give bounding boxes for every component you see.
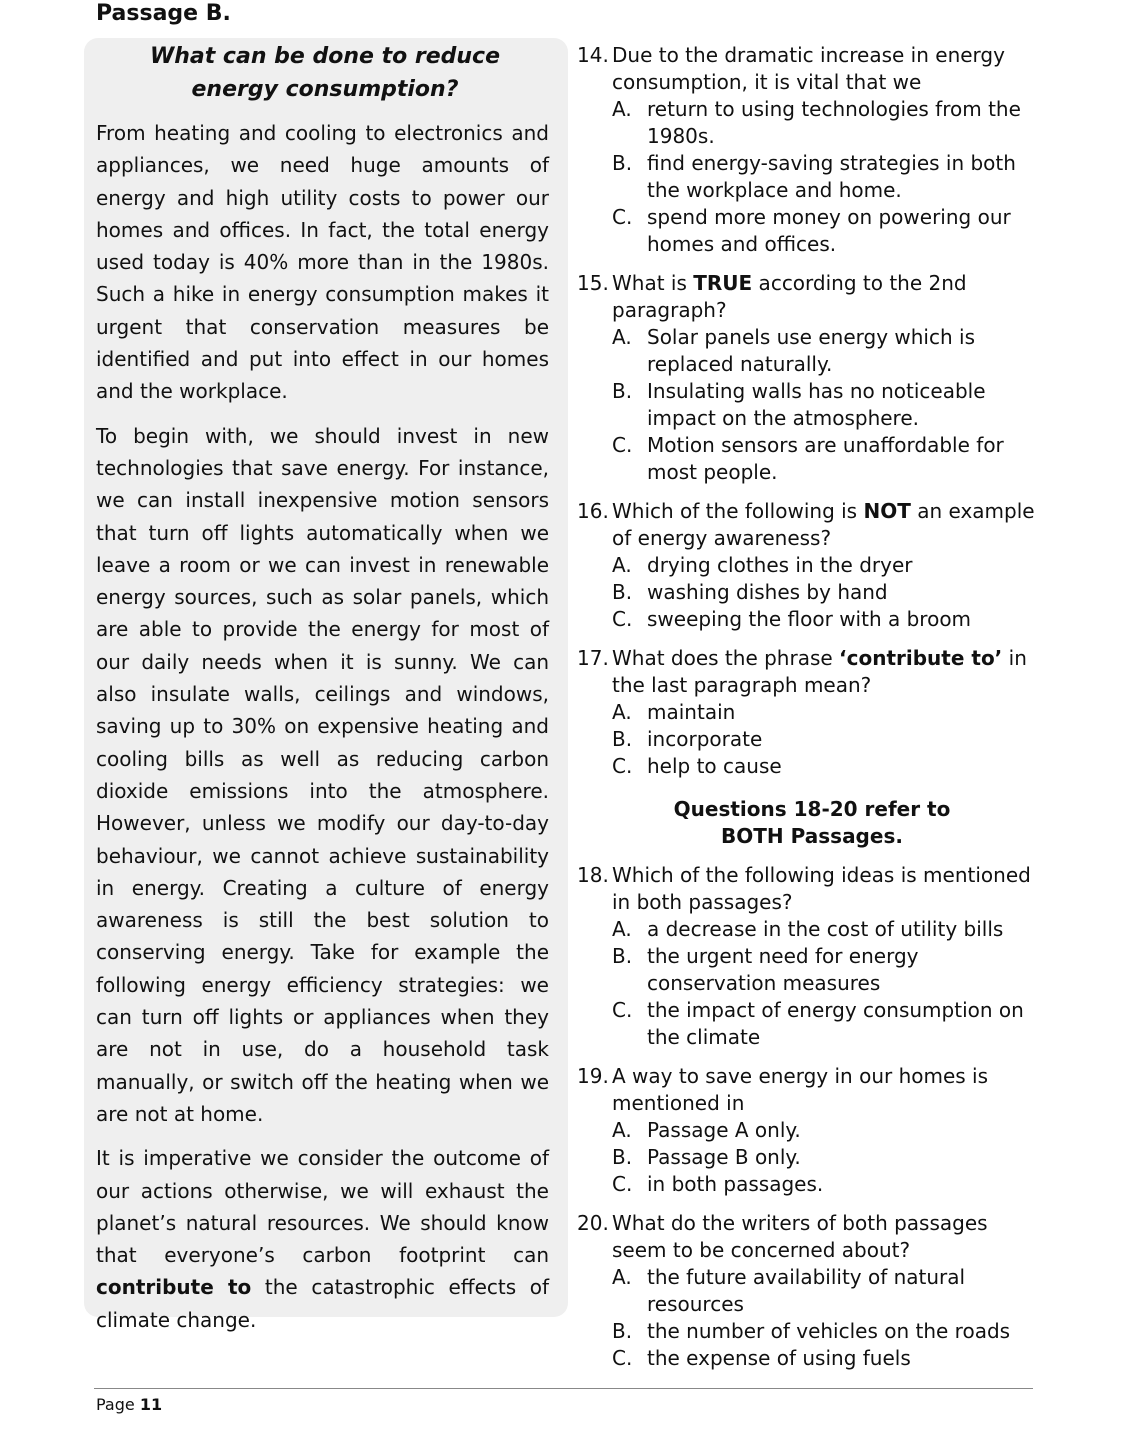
question-stem: What is TRUE according to the 2nd paragraph?: [612, 271, 967, 322]
section-heading-line-2: BOTH Passages.: [721, 824, 903, 848]
option-text: Passage A only.: [647, 1118, 801, 1142]
question-number: 17.: [577, 646, 609, 670]
passage-paragraph-2: To begin with, we should invest in new technologies that save energy. For instance, we can install inexpensive motion sensors that turn off lights automatically when we leave a room or we can invest in renewable energy sources, such as solar panels, which are able to provide the energy for most of our daily needs when it is sunny. We can also insulate walls, ceilings and windows, saving up to 30% on expensive heating and cooling bills as well as reducing carbon dioxide emissions into the atmosphere. However, unless we modify our day-to-day behaviour, we cannot achieve sustainability in energy. Creating a culture of energy awareness is still the best solution to conserving energy. Take for example the following energy efficiency strategies: we can turn off lights or appliances when they are not in use, do a household task manually, or switch off the heating when we are not at home.: [96, 423, 549, 1126]
answer-option: [612, 726, 1037, 753]
answer-option: [612, 378, 1037, 432]
option-letter: A.: [612, 1265, 632, 1289]
section-heading-line-1: Questions 18-20 refer to: [673, 797, 951, 821]
option-text: incorporate: [647, 727, 763, 751]
option-text: Motion sensors are unaffordable for most people.: [647, 433, 1004, 484]
question-number: 14.: [577, 43, 609, 67]
answer-option: [612, 997, 1037, 1051]
answer-option: [612, 432, 1037, 486]
page-label: Page: [96, 1395, 135, 1414]
option-letter: A.: [612, 917, 632, 941]
answer-option: [612, 916, 1037, 943]
passage-label: Passage B.: [96, 1, 231, 26]
option-letter: C.: [612, 998, 633, 1022]
option-letter: B.: [612, 1319, 633, 1343]
answer-option: [612, 150, 1037, 204]
option-letter: B.: [612, 944, 633, 968]
option-text: help to cause: [647, 754, 782, 778]
questions-column: [577, 42, 1037, 1384]
option-letter: B.: [612, 580, 633, 604]
option-text: find energy-saving strategies in both the workplace and home.: [647, 151, 1016, 202]
option-text: Solar panels use energy which is replaced naturally.: [647, 325, 975, 376]
option-text: spend more money on powering our homes and offices.: [647, 205, 1011, 256]
question-number: 20.: [577, 1211, 609, 1235]
answer-option: [612, 1144, 1037, 1171]
option-text: sweeping the floor with a broom: [647, 607, 972, 631]
option-text: a decrease in the cost of utility bills: [647, 917, 1004, 941]
option-letter: C.: [612, 754, 633, 778]
question-14: [577, 42, 1037, 258]
page-number: 11: [139, 1395, 163, 1414]
paragraph-3-text: It is imperative we consider the outcome of our actions otherwise, we will exhaust the planet’s natural resources. We should know that everyone’s carbon footprint can: [96, 1146, 549, 1268]
question-stem: Due to the dramatic increase in energy consumption, it is vital that we: [612, 43, 1005, 94]
footer-divider: [94, 1388, 1033, 1389]
question-17: [577, 645, 1037, 780]
passage-paragraph-1: From heating and cooling to electronics and appliances, we need huge amounts of energy and high utility costs to power our homes and offices. In fact, the total energy used today is 40% more than in the 1980s. Such a hike in energy consumption makes it urgent that conservation measures be identified and put into effect in our homes and the workplace.: [96, 121, 549, 404]
question-stem: Which of the following is NOT an example of energy awareness?: [612, 499, 1035, 550]
answer-option: [612, 1318, 1037, 1345]
option-text: the urgent need for energy conservation measures: [647, 944, 919, 995]
answer-option: [612, 753, 1037, 780]
option-text: drying clothes in the dryer: [647, 553, 913, 577]
answer-option: [612, 552, 1037, 579]
question-number: 16.: [577, 499, 609, 523]
question-stem: What do the writers of both passages seem to be concerned about?: [612, 1211, 988, 1262]
option-letter: C.: [612, 205, 633, 229]
question-16: [577, 498, 1037, 633]
option-letter: C.: [612, 607, 633, 631]
option-letter: B.: [612, 379, 633, 403]
answer-option: [612, 606, 1037, 633]
option-text: in both passages.: [647, 1172, 824, 1196]
answer-option: [612, 96, 1037, 150]
passage-paragraph-3: [96, 1142, 549, 1336]
answer-option: [612, 1117, 1037, 1144]
question-19: [577, 1063, 1037, 1198]
option-letter: A.: [612, 553, 632, 577]
question-stem: A way to save energy in our homes is mentioned in: [612, 1064, 989, 1115]
option-letter: C.: [612, 433, 633, 457]
option-letter: C.: [612, 1172, 633, 1196]
question-18: [577, 862, 1037, 1051]
highlighted-phrase: contribute to: [96, 1275, 252, 1300]
option-letter: B.: [612, 151, 633, 175]
option-text: washing dishes by hand: [647, 580, 888, 604]
option-text: the expense of using fuels: [647, 1346, 911, 1370]
answer-option: [612, 324, 1037, 378]
answer-option: [612, 1345, 1037, 1372]
passage-title: What can be done to reduce energy consumption?: [149, 44, 501, 102]
section-heading: [577, 796, 1037, 850]
question-20: [577, 1210, 1037, 1372]
option-text: maintain: [647, 700, 736, 724]
answer-option: [612, 579, 1037, 606]
question-number: 18.: [577, 863, 609, 887]
answer-option: [612, 204, 1037, 258]
option-text: Passage B only.: [647, 1145, 801, 1169]
option-letter: A.: [612, 325, 632, 349]
option-text: the impact of energy consumption on the climate: [647, 998, 1024, 1049]
question-stem: Which of the following ideas is mentioned in both passages?: [612, 863, 1031, 914]
option-text: the number of vehicles on the roads: [647, 1319, 1011, 1343]
question-stem: What does the phrase ‘contribute to’ in the last paragraph mean?: [612, 646, 1027, 697]
option-text: Insulating walls has no noticeable impact on the atmosphere.: [647, 379, 986, 430]
answer-option: [612, 699, 1037, 726]
option-letter: A.: [612, 700, 632, 724]
answer-option: [612, 943, 1037, 997]
option-text: return to using technologies from the 1980s.: [647, 97, 1021, 148]
question-number: 15.: [577, 271, 609, 295]
answer-option: [612, 1171, 1037, 1198]
option-letter: B.: [612, 727, 633, 751]
option-text: the future availability of natural resources: [647, 1265, 966, 1316]
question-15: [577, 270, 1037, 486]
option-letter: A.: [612, 1118, 632, 1142]
passage-body: [96, 117, 549, 1348]
paragraph-3-text-end: the catastrophic effects of climate change.: [96, 1275, 550, 1332]
option-letter: A.: [612, 97, 632, 121]
option-letter: C.: [612, 1346, 633, 1370]
answer-option: [612, 1264, 1037, 1318]
question-number: 19.: [577, 1064, 609, 1088]
option-letter: B.: [612, 1145, 633, 1169]
page-footer: [96, 1394, 162, 1416]
